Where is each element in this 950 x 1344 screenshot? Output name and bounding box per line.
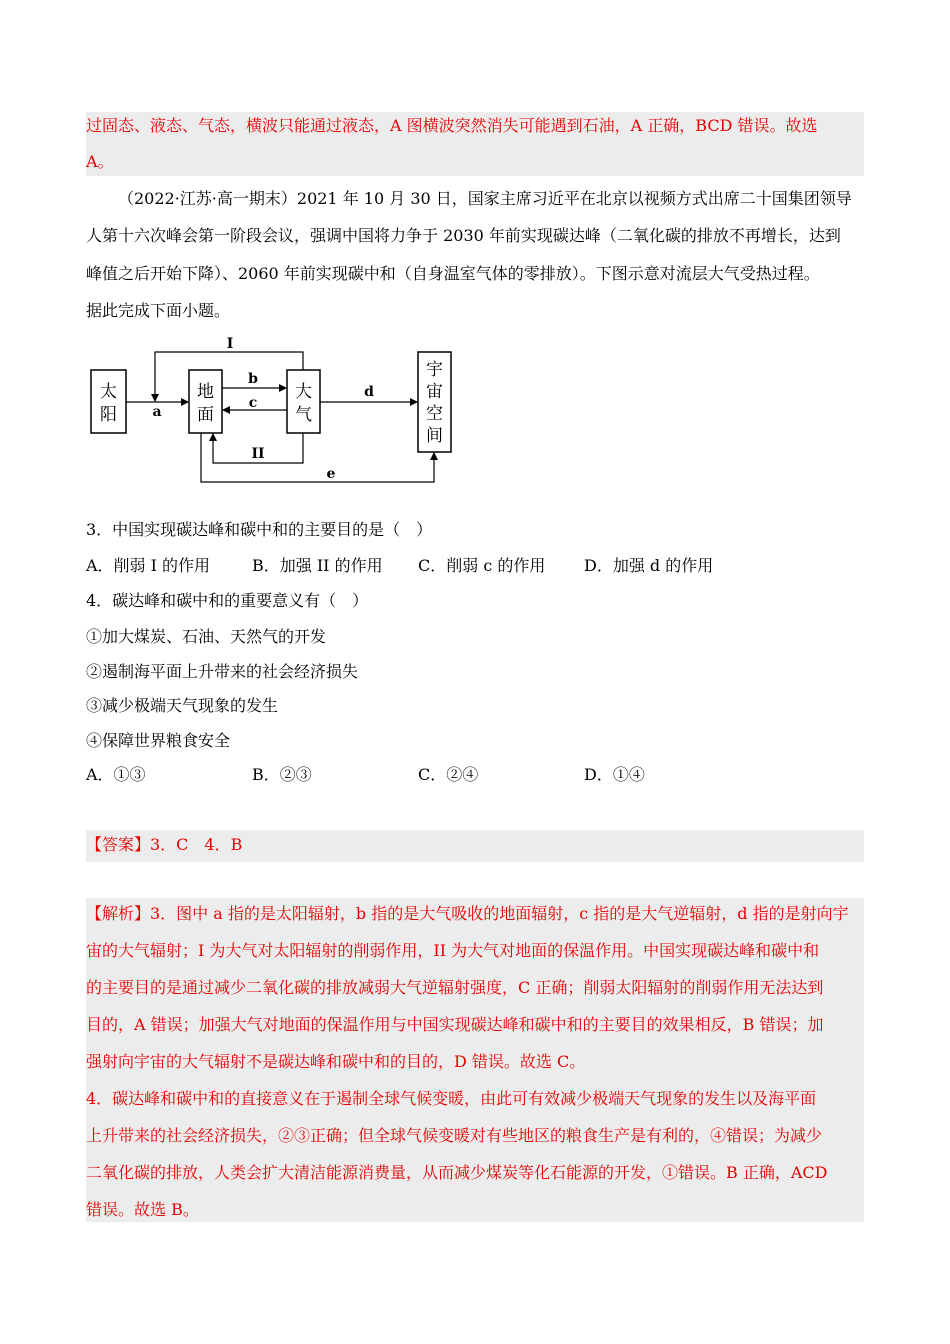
analysis-line-3: 的主要目的是通过减少二氧化碳的排放减弱大气逆辐射强度，C 正确；削弱太阳辐射的削弱作用无法达到 xyxy=(86,978,824,997)
q4-option-c: C．②④ xyxy=(418,765,479,784)
analysis-line-6: 4．碳达峰和碳中和的直接意义在于遏制全球气候变暖，由此可有效减少极端天气现象的发生以及海平面 xyxy=(86,1089,817,1108)
label-b: b xyxy=(248,371,258,387)
passage-line-3: 峰值之后开始下降）、2060 年前实现碳中和（自身温室气体的零排放）。下图示意对流层大气受热过程。 xyxy=(86,264,820,283)
label-e: e xyxy=(326,466,336,482)
sun-label-2: 阳 xyxy=(100,405,117,425)
q3-option-d: D．加强 d 的作用 xyxy=(584,556,714,575)
atmosphere-label-1: 大 xyxy=(295,382,312,402)
label-a: a xyxy=(152,404,162,420)
q3-option-c: C．削弱 c 的作用 xyxy=(418,556,546,575)
q4-option-b: B．②③ xyxy=(252,765,312,784)
label-I: I xyxy=(226,336,234,352)
q4-item-3: ③减少极端天气现象的发生 xyxy=(86,696,279,715)
passage-line-1: （2022·江苏·高一期末）2021 年 10 月 30 日，国家主席习近平在北京以视频方式出席二十国集团领导 xyxy=(118,189,852,208)
space-label-1: 宇 xyxy=(426,360,443,380)
q4-option-d: D．①④ xyxy=(584,765,645,784)
passage-line-4: 据此完成下面小题。 xyxy=(86,301,231,320)
arrow-e xyxy=(201,433,434,482)
arrow-I xyxy=(155,352,303,401)
q4-item-4: ④保障世界粮食安全 xyxy=(86,731,231,750)
space-label-4: 间 xyxy=(426,426,443,446)
top-explanation-line-1: 过固态、液态、气态，横波只能通过液态，A 图横波突然消失可能遇到石油，A 正确，BCD 错误。故选 xyxy=(86,116,818,135)
q4-stem: 4．碳达峰和碳中和的重要意义有（ ） xyxy=(86,591,369,610)
space-label-3: 空 xyxy=(426,404,443,424)
analysis-line-7: 上升带来的社会经济损失，②③正确；但全球气候变暖对有些地区的粮食生产是有利的，④错误；为减少 xyxy=(86,1126,823,1145)
sun-label-1: 太 xyxy=(100,382,117,402)
q3-option-a: A．削弱 I 的作用 xyxy=(86,556,211,575)
q4-option-a: A．①③ xyxy=(86,765,146,784)
top-explanation-line-2: A。 xyxy=(86,152,114,171)
analysis-line-4: 目的，A 错误；加强大气对地面的保温作用与中国实现碳达峰和碳中和的主要目的效果相反，B 错误；加 xyxy=(86,1015,824,1034)
analysis-line-8: 二氧化碳的排放，人类会扩大清洁能源消费量，从而减少煤炭等化石能源的开发，①错误。B 正确，ACD xyxy=(86,1163,828,1182)
analysis-line-5: 强射向宇宙的大气辐射不是碳达峰和碳中和的目的，D 错误。故选 C。 xyxy=(86,1052,586,1071)
q4-item-2: ②遏制海平面上升带来的社会经济损失 xyxy=(86,662,359,681)
ground-label-2: 面 xyxy=(197,405,214,425)
space-label-2: 宙 xyxy=(426,382,443,402)
q3-option-b: B．加强 II 的作用 xyxy=(252,556,383,575)
atmosphere-label-2: 气 xyxy=(295,405,312,425)
label-c: c xyxy=(248,395,258,411)
passage-line-2: 人第十六次峰会第一阶段会议，强调中国将力争于 2030 年前实现碳达峰（二氧化碳的排放不再增长，达到 xyxy=(86,226,841,245)
answer-line: 【答案】3．C 4．B xyxy=(86,835,243,854)
q4-item-1: ①加大煤炭、石油、天然气的开发 xyxy=(86,627,327,646)
analysis-line-1: 【解析】3．图中 a 指的是太阳辐射，b 指的是大气吸收的地面辐射，c 指的是大气逆辐射，d 指的是射向宇 xyxy=(86,904,849,923)
label-d: d xyxy=(364,384,374,400)
analysis-line-2: 宙的大气辐射；I 为大气对太阳辐射的削弱作用，II 为大气对地面的保温作用。中国实现碳达峰和碳中和 xyxy=(86,941,820,960)
analysis-line-9: 错误。故选 B。 xyxy=(86,1200,199,1219)
ground-label-1: 地 xyxy=(197,382,214,402)
heating-process-diagram xyxy=(85,330,455,490)
q3-stem: 3．中国实现碳达峰和碳中和的主要目的是（ ） xyxy=(86,520,433,539)
label-II: II xyxy=(251,446,265,462)
